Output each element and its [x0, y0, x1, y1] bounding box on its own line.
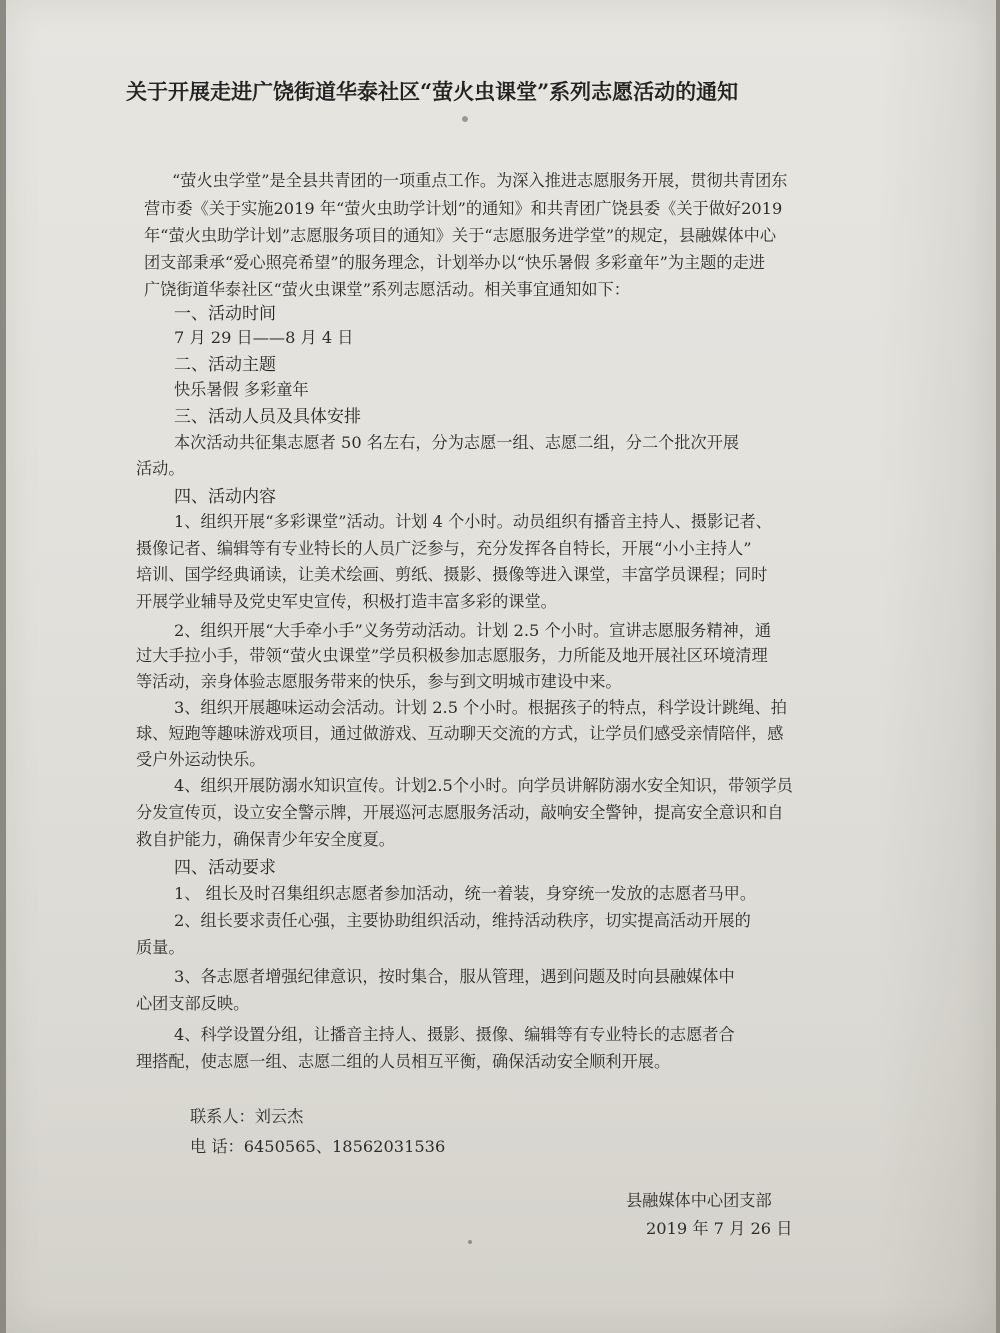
- signature-date: 2019 年 7 月 26 日: [646, 1219, 793, 1238]
- section-line: 2、组长要求责任心强，主要协助组织活动，维持活动秩序，切实提高活动开展的: [174, 911, 751, 930]
- ink-speck: [468, 1240, 472, 1244]
- section-line: 快乐暑假 多彩童年: [174, 380, 309, 399]
- section-line: 等活动，亲身体验志愿服务带来的快乐，参与到文明城市建设中来。: [136, 672, 622, 691]
- document-title: 关于开展走进广饶街道华泰社区“萤火虫课堂”系列志愿活动的通知: [126, 79, 739, 104]
- section-heading-theme: 二、活动主题: [174, 355, 276, 375]
- section-line: 过大手拉小手，带领“萤火虫课堂”学员积极参加志愿服务，力所能及地开展社区环境清理: [136, 646, 768, 665]
- section-line: 2、组织开展“大手牵小手”义务劳动活动。计划 2.5 个小时。宣讲志愿服务精神，通: [174, 621, 772, 640]
- section-line: 受户外运动快乐。: [136, 750, 266, 769]
- contact-person: 联系人：刘云杰: [190, 1107, 304, 1126]
- section-line: 摄像记者、编辑等有专业特长的人员广泛参与，充分发挥各自特长，开展“小小主持人”: [136, 539, 752, 558]
- section-line: 7 月 29 日——8 月 4 日: [174, 328, 354, 347]
- section-line: 开展学业辅导及党史军史宣传，积极打造丰富多彩的课堂。: [136, 592, 557, 611]
- section-line: 分发宣传页，设立安全警示牌，开展巡河志愿服务活动，敲响安全警钟，提高安全意识和自: [136, 803, 784, 822]
- section-line: 救自护能力，确保青少年安全度夏。: [136, 830, 395, 849]
- ink-speck: [462, 116, 468, 122]
- section-line: 1、 组长及时召集组织志愿者参加活动，统一着装，身穿统一发放的志愿者马甲。: [174, 884, 757, 903]
- intro-line: 团支部秉承“爱心照亮希望”的服务理念，计划举办以“快乐暑假 多彩童年”为主题的走进: [144, 253, 765, 272]
- intro-line: 广饶街道华泰社区“萤火虫课堂”系列志愿活动。相关事宜通知如下：: [144, 280, 630, 299]
- contact-phone: 电 话：6450565、18562031536: [190, 1137, 446, 1156]
- section-line: 4、科学设置分组，让播音主持人、摄影、摄像、编辑等有专业特长的志愿者合: [174, 1025, 735, 1044]
- section-line: 球、短跑等趣味游戏项目，通过做游戏、互动聊天交流的方式，让学员们感受亲情陪伴，感: [136, 724, 784, 743]
- section-line: 活动。: [136, 459, 185, 478]
- section-line: 理搭配，使志愿一组、志愿二组的人员相互平衡，确保活动安全顺利开展。: [136, 1052, 671, 1071]
- section-heading-content: 四、活动内容: [174, 487, 276, 507]
- section-line: 3、各志愿者增强纪律意识，按时集合，服从管理，遇到问题及时向县融媒体中: [174, 967, 735, 986]
- section-heading-staff: 三、活动人员及具体安排: [174, 407, 361, 427]
- intro-line: 年“萤火虫助学计划”志愿服务项目的通知》关于“志愿服务进学堂”的规定，县融媒体中心: [144, 226, 777, 245]
- section-line: 本次活动共征集志愿者 50 名左右，分为志愿一组、志愿二组，分二个批次开展: [174, 433, 740, 452]
- section-line: 3、组织开展趣味运动会活动。计划 2.5 个小时。根据孩子的特点，科学设计跳绳、拍: [174, 698, 787, 717]
- section-heading-requirements: 四、活动要求: [174, 858, 276, 878]
- section-line: 质量。: [136, 938, 185, 957]
- paper-sheet: [6, 0, 996, 1333]
- section-heading-time: 一、活动时间: [174, 304, 276, 324]
- intro-line: 营市委《关于实施2019 年“萤火虫助学计划”的通知》和共青团广饶县委《关于做好2019: [144, 199, 783, 218]
- section-line: 心团支部反映。: [136, 994, 250, 1013]
- signature-org: 县融媒体中心团支部: [626, 1191, 772, 1210]
- section-line: 培训、国学经典诵读，让美术绘画、剪纸、摄影、摄像等进入课堂，丰富学员课程；同时: [136, 565, 768, 584]
- section-line: 4、组织开展防溺水知识宣传。计划2.5个小时。向学员讲解防溺水安全知识，带领学员: [174, 776, 793, 795]
- section-line: 1、组织开展“多彩课堂”活动。计划 4 个小时。动员组织有播音主持人、摄影记者、: [174, 512, 772, 531]
- intro-line: “萤火虫学堂”是全县共青团的一项重点工作。为深入推进志愿服务开展，贯彻共青团东: [172, 171, 788, 190]
- paper-shadow: [876, 0, 996, 1333]
